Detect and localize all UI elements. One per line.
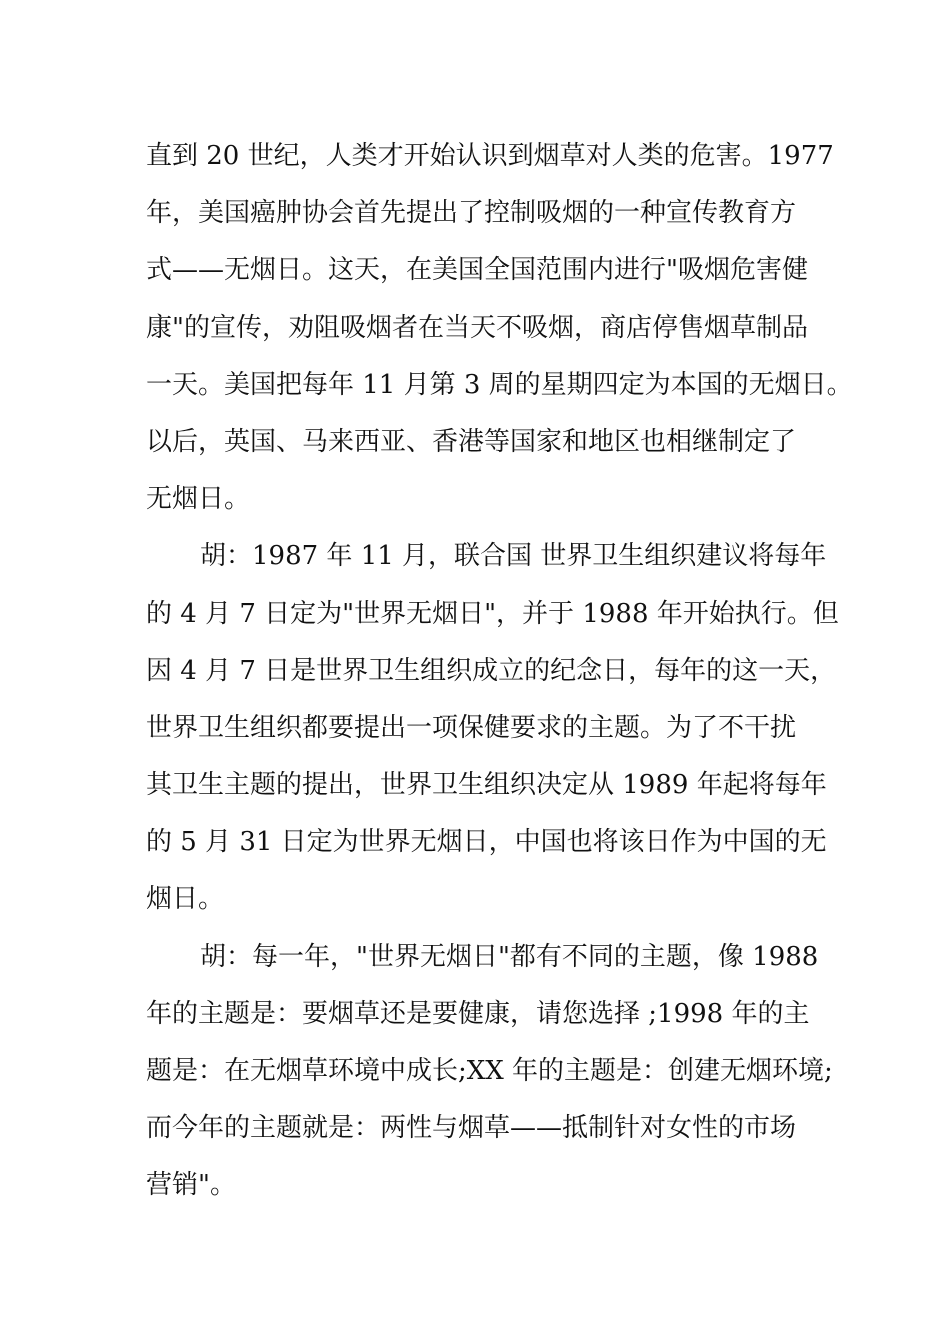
paragraph-3-line-5: 营销"。 (146, 1170, 236, 1201)
paragraph-1-line-6: 以后，英国、马来西亚、香港等国家和地区也相继制定了 (146, 426, 797, 457)
paragraph-2-line-2: 的 4 月 7 日定为"世界无烟日"，并于 1988 年开始执行。但 (146, 598, 839, 629)
paragraph-2-line-3: 因 4 月 7 日是世界卫生组织成立的纪念日，每年的这一天， (146, 655, 837, 686)
paragraph-2-line-4: 世界卫生组织都要提出一项保健要求的主题。为了不干扰 (146, 712, 797, 743)
paragraph-3-line-1: 胡：每一年，"世界无烟日"都有不同的主题，像 1988 (200, 941, 819, 972)
paragraph-1-line-2: 年，美国癌肿协会首先提出了控制吸烟的一种宣传教育方 (146, 198, 797, 229)
paragraph-1-line-1: 直到 20 世纪，人类才开始认识到烟草对人类的危害。1977 (146, 141, 834, 171)
paragraph-1-line-7: 无烟日。 (146, 484, 251, 515)
paragraph-2-line-6: 的 5 月 31 日定为世界无烟日，中国也将该日作为中国的无 (146, 827, 827, 858)
paragraph-3-line-4: 而今年的主题就是：两性与烟草——抵制针对女性的市场 (146, 1113, 797, 1144)
paragraph-3-line-2: 年的主题是：要烟草还是要健康，请您选择 ;1998 年的主 (146, 998, 810, 1029)
paragraph-2-line-7: 烟日。 (146, 884, 225, 915)
paragraph-2-line-5: 其卫生主题的提出，世界卫生组织决定从 1989 年起将每年 (146, 770, 827, 801)
paragraph-1-line-5: 一天。美国把每年 11 月第 3 周的星期四定为本国的无烟日。 (146, 369, 853, 400)
body-text (146, 128, 853, 1215)
paragraph-3-line-3: 题是：在无烟草环境中成长;XX 年的主题是：创建无烟环境; (146, 1056, 833, 1086)
paragraph-1-line-4: 康"的宣传，劝阻吸烟者在当天不吸烟，商店停售烟草制品 (146, 312, 808, 343)
paragraph-1-line-3: 式——无烟日。这天，在美国全国范围内进行"吸烟危害健 (146, 255, 808, 286)
paragraph-2-line-1: 胡：1987 年 11 月，联合国 世界卫生组织建议将每年 (200, 541, 827, 572)
